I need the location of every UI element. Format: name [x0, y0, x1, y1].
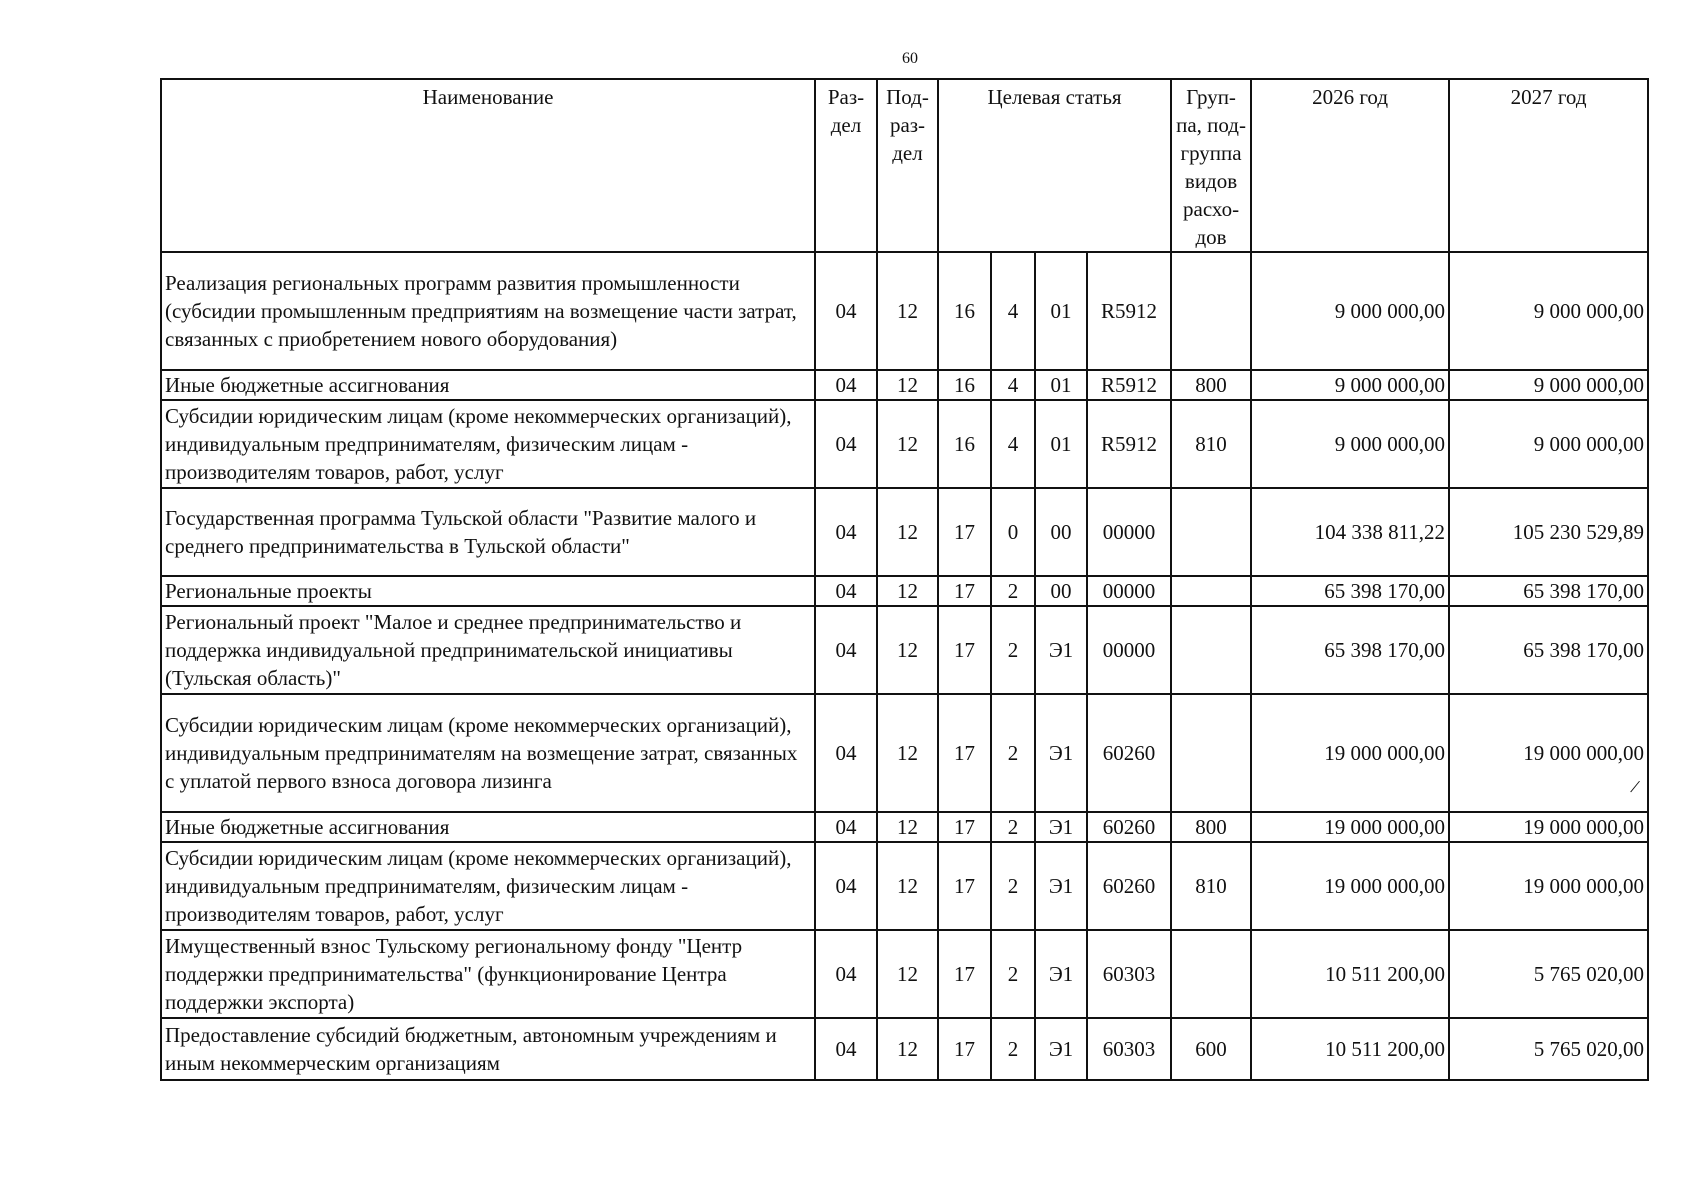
- row-target-type: 0: [991, 488, 1035, 576]
- row-razdel: 04: [815, 370, 877, 400]
- header-2026: 2026 год: [1251, 79, 1449, 252]
- table-row: [161, 606, 1648, 694]
- row-2027: 9 000 000,00: [1449, 370, 1648, 400]
- pen-mark: /: [1628, 775, 1642, 799]
- row-2027: 65 398 170,00: [1449, 576, 1648, 606]
- row-target-main: Э1: [1035, 694, 1087, 812]
- row-podrazdel: 12: [877, 488, 938, 576]
- row-target-main: Э1: [1035, 606, 1087, 694]
- row-target-type: 2: [991, 930, 1035, 1018]
- row-group: 600: [1171, 1018, 1251, 1080]
- row-target-main: 00: [1035, 488, 1087, 576]
- row-target-direction: 60303: [1087, 1018, 1171, 1080]
- row-group: [1171, 252, 1251, 370]
- table-row: [161, 252, 1648, 370]
- row-2026: 9 000 000,00: [1251, 400, 1449, 488]
- header-podrazdel: Под- раз- дел: [877, 79, 938, 252]
- header-row: [161, 79, 1648, 252]
- row-2026: 9 000 000,00: [1251, 252, 1449, 370]
- row-target-direction: 00000: [1087, 606, 1171, 694]
- header-name: Наименование: [161, 79, 815, 252]
- row-podrazdel: 12: [877, 842, 938, 930]
- row-target-type: 2: [991, 812, 1035, 842]
- row-razdel: 04: [815, 930, 877, 1018]
- row-target-program: 17: [938, 694, 991, 812]
- row-razdel: 04: [815, 576, 877, 606]
- row-target-main: Э1: [1035, 812, 1087, 842]
- row-2026: 65 398 170,00: [1251, 576, 1449, 606]
- row-group: 810: [1171, 842, 1251, 930]
- header-group: Груп- па, под- группа видов расхо- дов: [1171, 79, 1251, 252]
- row-2026: 19 000 000,00: [1251, 842, 1449, 930]
- row-name: Региональный проект "Малое и среднее предпринимательство и поддержка индивидуальной предпринимательской инициативы (Тульская область)": [161, 606, 815, 694]
- row-name: Субсидии юридическим лицам (кроме некоммерческих организаций), индивидуальным предпринимателям, физическим лицам - производителям товаров, работ, услуг: [161, 400, 815, 488]
- row-target-type: 2: [991, 606, 1035, 694]
- table-row: [161, 694, 1648, 812]
- row-podrazdel: 12: [877, 252, 938, 370]
- row-razdel: 04: [815, 606, 877, 694]
- row-podrazdel: 12: [877, 606, 938, 694]
- row-target-main: 01: [1035, 252, 1087, 370]
- row-razdel: 04: [815, 252, 877, 370]
- row-group: 810: [1171, 400, 1251, 488]
- table-row: [161, 400, 1648, 488]
- row-2026: 10 511 200,00: [1251, 1018, 1449, 1080]
- row-target-direction: 60303: [1087, 930, 1171, 1018]
- row-group: [1171, 576, 1251, 606]
- table-row: [161, 370, 1648, 400]
- table-row: [161, 488, 1648, 576]
- table-row: [161, 842, 1648, 930]
- row-razdel: 04: [815, 400, 877, 488]
- row-target-type: 2: [991, 842, 1035, 930]
- row-target-main: Э1: [1035, 930, 1087, 1018]
- budget-table: [160, 78, 1649, 1081]
- row-2027: 9 000 000,00: [1449, 252, 1648, 370]
- row-target-direction: 60260: [1087, 842, 1171, 930]
- row-razdel: 04: [815, 694, 877, 812]
- row-name: Иные бюджетные ассигнования: [161, 812, 815, 842]
- row-2026: 10 511 200,00: [1251, 930, 1449, 1018]
- row-2026: 104 338 811,22: [1251, 488, 1449, 576]
- row-target-direction: 60260: [1087, 812, 1171, 842]
- row-target-type: 4: [991, 370, 1035, 400]
- row-target-program: 16: [938, 370, 991, 400]
- row-target-type: 4: [991, 252, 1035, 370]
- row-name: Субсидии юридическим лицам (кроме некоммерческих организаций), индивидуальным предпринимателям на возмещение затрат, связанных с уплатой первого взноса договора лизинга: [161, 694, 815, 812]
- row-name: Государственная программа Тульской области "Развитие малого и среднего предпринимательства в Тульской области": [161, 488, 815, 576]
- row-target-type: 4: [991, 400, 1035, 488]
- row-target-program: 16: [938, 400, 991, 488]
- row-podrazdel: 12: [877, 930, 938, 1018]
- row-razdel: 04: [815, 812, 877, 842]
- row-2026: 65 398 170,00: [1251, 606, 1449, 694]
- row-podrazdel: 12: [877, 370, 938, 400]
- row-razdel: 04: [815, 842, 877, 930]
- row-target-main: 01: [1035, 370, 1087, 400]
- page-number: 60: [902, 50, 918, 67]
- row-target-program: 17: [938, 930, 991, 1018]
- row-podrazdel: 12: [877, 400, 938, 488]
- row-podrazdel: 12: [877, 576, 938, 606]
- row-2027: 5 765 020,00: [1449, 930, 1648, 1018]
- row-razdel: 04: [815, 1018, 877, 1080]
- row-target-type: 2: [991, 694, 1035, 812]
- row-2027: 9 000 000,00: [1449, 400, 1648, 488]
- row-target-program: 17: [938, 606, 991, 694]
- row-podrazdel: 12: [877, 694, 938, 812]
- header-target: Целевая статья: [938, 79, 1171, 252]
- row-target-direction: R5912: [1087, 370, 1171, 400]
- table-row: [161, 1018, 1648, 1080]
- row-name: Региональные проекты: [161, 576, 815, 606]
- row-name: Иные бюджетные ассигнования: [161, 370, 815, 400]
- row-target-main: Э1: [1035, 1018, 1087, 1080]
- row-2027: 65 398 170,00: [1449, 606, 1648, 694]
- row-target-program: 16: [938, 252, 991, 370]
- row-target-program: 17: [938, 842, 991, 930]
- row-razdel: 04: [815, 488, 877, 576]
- row-target-direction: R5912: [1087, 400, 1171, 488]
- row-name: Предоставление субсидий бюджетным, автономным учреждениям и иным некоммерческим организациям: [161, 1018, 815, 1080]
- row-2027: 19 000 000,00: [1449, 694, 1648, 812]
- row-2027: 19 000 000,00: [1449, 812, 1648, 842]
- row-2027: 5 765 020,00: [1449, 1018, 1648, 1080]
- row-target-type: 2: [991, 576, 1035, 606]
- header-razdel: Раз- дел: [815, 79, 877, 252]
- row-2027: 19 000 000,00: [1449, 842, 1648, 930]
- row-group: [1171, 930, 1251, 1018]
- row-target-main: Э1: [1035, 842, 1087, 930]
- row-group: [1171, 488, 1251, 576]
- row-target-type: 2: [991, 1018, 1035, 1080]
- header-2027: 2027 год: [1449, 79, 1648, 252]
- row-target-program: 17: [938, 488, 991, 576]
- row-2026: 9 000 000,00: [1251, 370, 1449, 400]
- row-target-program: 17: [938, 576, 991, 606]
- row-target-direction: 00000: [1087, 488, 1171, 576]
- row-podrazdel: 12: [877, 1018, 938, 1080]
- row-2026: 19 000 000,00: [1251, 812, 1449, 842]
- row-2027: 105 230 529,89: [1449, 488, 1648, 576]
- row-name: Имущественный взнос Тульскому региональному фонду "Центр поддержки предпринимательства" (функционирование Центра поддержки экспорта): [161, 930, 815, 1018]
- row-group: [1171, 606, 1251, 694]
- row-target-main: 01: [1035, 400, 1087, 488]
- row-target-program: 17: [938, 812, 991, 842]
- row-target-main: 00: [1035, 576, 1087, 606]
- row-target-direction: R5912: [1087, 252, 1171, 370]
- row-podrazdel: 12: [877, 812, 938, 842]
- row-2026: 19 000 000,00: [1251, 694, 1449, 812]
- row-target-program: 17: [938, 1018, 991, 1080]
- row-name: Реализация региональных программ развития промышленности (субсидии промышленным предприятиям на возмещение части затрат, связанных с приобретением нового оборудования): [161, 252, 815, 370]
- table-row: [161, 576, 1648, 606]
- row-target-direction: 60260: [1087, 694, 1171, 812]
- table-row: [161, 812, 1648, 842]
- row-target-direction: 00000: [1087, 576, 1171, 606]
- row-group: 800: [1171, 370, 1251, 400]
- row-group: 800: [1171, 812, 1251, 842]
- table-row: [161, 930, 1648, 1018]
- row-name: Субсидии юридическим лицам (кроме некоммерческих организаций), индивидуальным предпринимателям, физическим лицам - производителям товаров, работ, услуг: [161, 842, 815, 930]
- row-group: [1171, 694, 1251, 812]
